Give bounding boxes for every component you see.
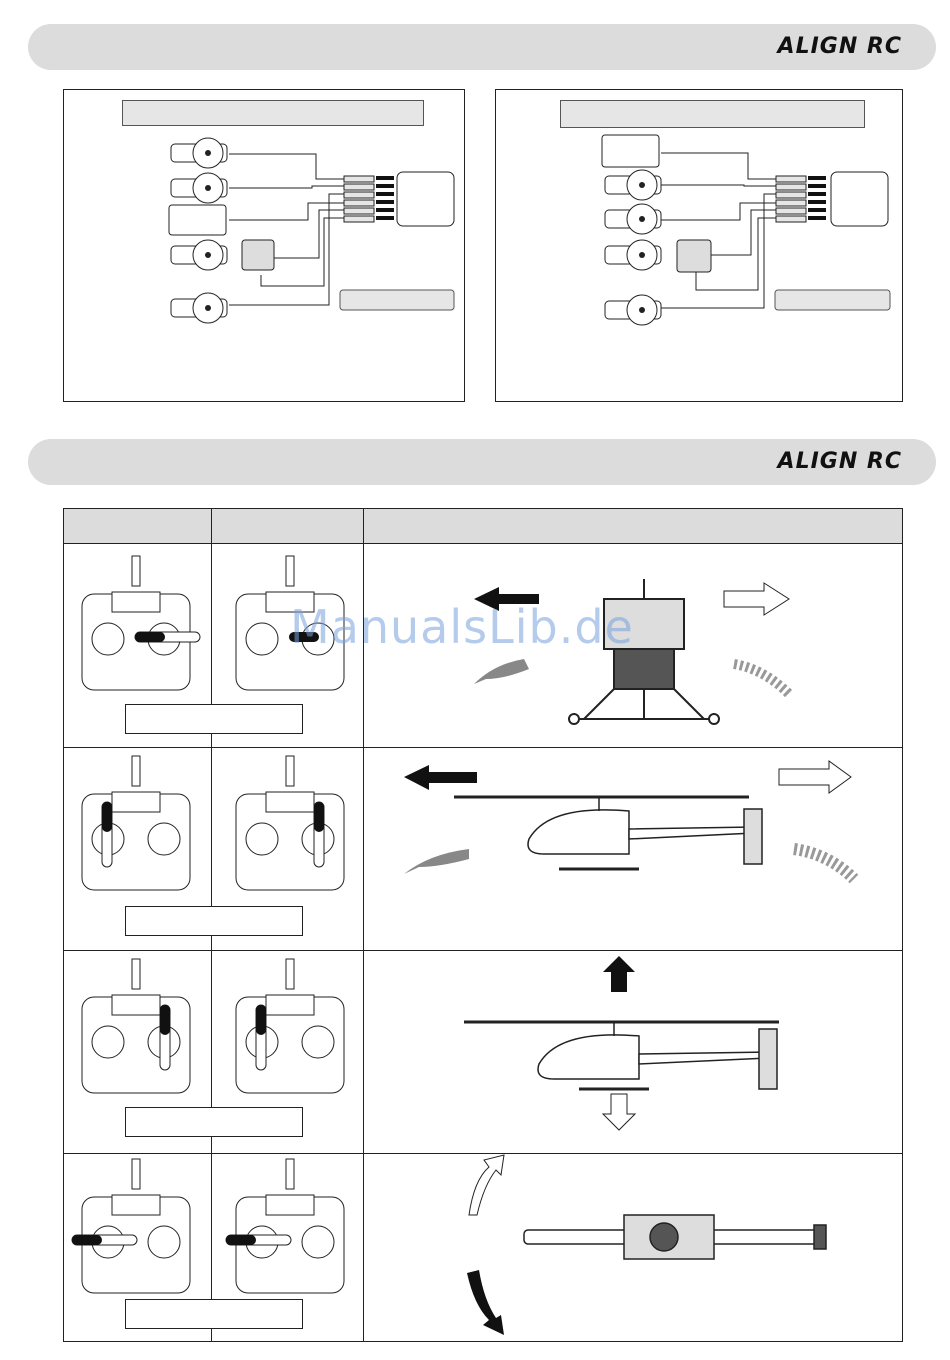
- gyro-icon: [677, 240, 711, 272]
- align-rc-logo: ALIGN RC: [777, 449, 902, 474]
- transmitter-icon: [80, 754, 204, 894]
- caption-box: [125, 704, 303, 734]
- arrow-up-icon: [603, 956, 635, 992]
- servo-icon: [605, 204, 665, 234]
- receiver-icon: [831, 172, 888, 226]
- gyro-icon: [242, 240, 274, 270]
- caption-box: [125, 1107, 303, 1137]
- row-divider: [64, 1153, 902, 1154]
- section-header-band-1: [28, 24, 936, 70]
- servo-icon: [171, 293, 231, 323]
- transmitter-icon: [80, 1157, 204, 1297]
- arrow-down-outline-icon: [603, 1094, 635, 1130]
- align-rc-logo: ALIGN RC: [777, 34, 902, 59]
- transmitter-icon: [234, 754, 358, 894]
- servo-icon: [171, 240, 231, 270]
- arrow-right-outline-icon: [779, 761, 851, 793]
- section-header-band-2: [28, 439, 936, 485]
- arrow-right-outline-icon: [724, 583, 789, 615]
- helicopter-side-icon: [464, 1022, 779, 1089]
- watermark: ManualsLib.de: [290, 600, 634, 654]
- servo-icon: [605, 295, 665, 325]
- wiring-lines: [496, 90, 902, 401]
- curved-arrow-icon: [469, 1155, 504, 1215]
- receiver-icon: [397, 172, 454, 226]
- caption-box: [125, 1299, 303, 1329]
- curved-arrow-icon: [794, 849, 854, 879]
- curved-arrow-icon: [474, 659, 529, 684]
- table-header: [64, 509, 902, 544]
- curved-arrow-icon: [404, 849, 469, 874]
- servo-icon: [605, 170, 665, 200]
- caption-box: [125, 906, 303, 936]
- arrow-left-icon: [404, 765, 477, 790]
- transmitter-icon: [234, 1157, 358, 1297]
- curved-arrow-icon: [467, 1270, 504, 1335]
- helicopter-top-icon: [524, 1215, 826, 1259]
- servo-icon: [171, 138, 231, 168]
- wiring-lines: [64, 90, 464, 401]
- row-divider: [64, 950, 902, 951]
- transmitter-icon: [80, 957, 204, 1097]
- wiring-diagram-mode1: [63, 89, 465, 402]
- transmitter-icon: [80, 554, 204, 694]
- servo-icon: [171, 173, 231, 203]
- curved-arrow-icon: [734, 664, 789, 694]
- helicopter-side-icon: [454, 797, 762, 869]
- wiring-diagram-mode2: [495, 89, 903, 402]
- servo-icon: [605, 240, 665, 270]
- transmitter-icon: [234, 957, 358, 1097]
- row-divider: [64, 747, 902, 748]
